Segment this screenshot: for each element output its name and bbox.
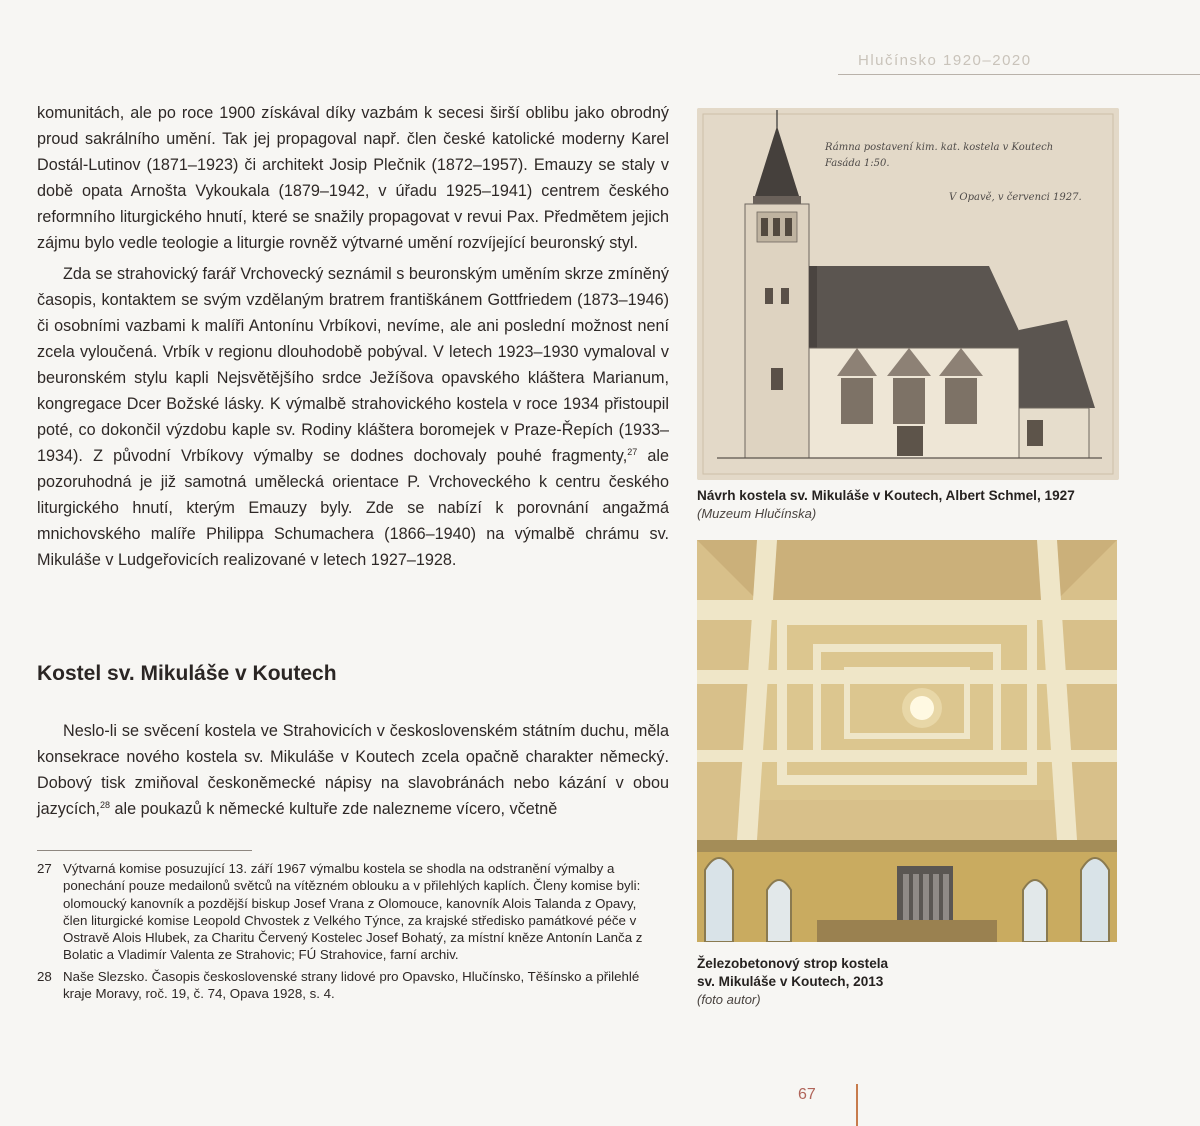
running-header-title: Hlučínsko 1920–2020 bbox=[858, 52, 1032, 69]
footnote-number: 28 bbox=[37, 968, 52, 984]
church-drawing-svg bbox=[697, 108, 1119, 480]
footnotes bbox=[37, 860, 657, 1006]
figure-2-caption-credit: (foto autor) bbox=[697, 992, 761, 1007]
drawing-title-handwriting: Rámna postavení kim. kat. kostela v Koutech bbox=[825, 142, 1054, 153]
footnote-28 bbox=[37, 968, 657, 1003]
footnote-ref-27: 27 bbox=[627, 447, 638, 457]
paragraph-2 bbox=[37, 261, 669, 573]
section-paragraph-part-2: ale poukazů k německé kultuře zde nalezneme vícero, včetně bbox=[110, 800, 558, 818]
section-paragraph-part-1: Neslo-li se svěcení kostela ve Strahovicích v československém státním duchu, měla konsekrace nového kostela sv. Mikuláše v Koutech zcela opačně charakter německý. Dobový tisk zmiňoval českoněmecké nápisy na slavobránách nebo kázání v obou jazycích, bbox=[37, 722, 669, 818]
figure-2-caption bbox=[697, 955, 1157, 1009]
figure-1-caption-credit: (Muzeum Hlučínska) bbox=[697, 506, 817, 521]
header-rule bbox=[838, 74, 1200, 75]
figure-2-caption-title-line2: sv. Mikuláše v Koutech, 2013 bbox=[697, 974, 884, 989]
page-number: 67 bbox=[798, 1086, 816, 1103]
paragraph-2-part-1: Zda se strahovický farář Vrchovecký seznámil s beuronským uměním skrze zmíněný časopis, kontaktem se svým vzdělaným bratrem františkánem Gottfriedem (1873–1946) či osobními vazbami k malíři Antonínu Vrbíkovi, nevíme, ale ani poslední možnost není zcela vyloučená. Vrbík v regionu dlouhodobě pobýval. V letech 1923–1930 vymaloval v beuronském stylu kapli Nejsvětějšího srdce Ježíšova opavského kláštera Marianum, kongregace Dcer Božské lásky. K výmalbě strahovického kostela v roce 1934 přistoupil poté, co dokončil výzdobu kaple sv. Rodiny kláštera boromejek v Praze-Řepích (1933–1934). Z původní Vrbíkovy výmalby se dodnes dochovaly pouhé fragmenty, bbox=[37, 265, 669, 465]
footnote-rule bbox=[37, 850, 252, 851]
footnote-text: Naše Slezsko. Časopis československé strany lidové pro Opavsko, Hlučínsko, Těšínsko a přilehlé kraje Moravy, roč. 19, č. 74, Opava 1928, s. 4. bbox=[63, 968, 640, 1002]
footnote-text: Výtvarná komise posuzující 13. září 1967 výmalbu kostela se shodla na odstranění výmalby a ponechání pouze medailonů světců na vítězném oblouku a v přilehlých kaplích. Členy komise byli: olomoucký kanovník a pozdější biskup Josef Vrana z Olomouce, kanovník Alois Talanda z Opavy, člen liturgické komise Leopold Chvostek z Velkého Týnce, za krajské středisko památkové péče v Ostravě Alois Hlubek, za Charitu Červený Kostelec Josef Bohatý, za místní kněze Antonín Lanča z Bolatic a Vladimír Valenta ze Strahovic; FÚ Strahovice, farní archiv. bbox=[63, 861, 643, 963]
body-text-top bbox=[37, 100, 669, 573]
footnote-27 bbox=[37, 860, 657, 964]
ceiling-photo bbox=[697, 540, 1117, 942]
figure-1-caption-title: Návrh kostela sv. Mikuláše v Koutech, Albert Schmel, 1927 bbox=[697, 488, 1075, 503]
paragraph-1: komunitách, ale po roce 1900 získával díky vazbám k secesi širší oblibu jako obrodný proud sakrálního umění. Tak jej propagoval např. člen české katolické moderny Karel Dostál-Lutinov (1871–1923) či architekt Josip Plečnik (1872–1957). Emauzy se staly v době opata Arnošta Vykoukala (1879–1942, v úřadu 1925–1941) centrem českého reformního liturgického hnutí, které se snažily propagovat v revui Pax. Předmětem jejich zájmu bylo vedle teologie a liturgie rovněž výtvarné umění rozvíjející beuronský styl. bbox=[37, 104, 669, 252]
footnote-number: 27 bbox=[37, 861, 52, 876]
drawing-scale-handwriting: Fasáda 1:50. bbox=[825, 158, 890, 169]
drawing-date-handwriting: V Opavě, v červenci 1927. bbox=[949, 192, 1082, 203]
page-number-mark bbox=[856, 1084, 858, 1126]
section-paragraph bbox=[37, 718, 669, 822]
church-facade-drawing bbox=[697, 108, 1119, 480]
figure-1-caption bbox=[697, 487, 1157, 523]
footnote-ref-28: 28 bbox=[99, 800, 110, 810]
figure-2-caption-title-line1: Železobetonový strop kostela bbox=[697, 956, 889, 971]
ceiling-photo-svg bbox=[697, 540, 1117, 942]
body-text-section bbox=[37, 718, 669, 822]
paragraph-2-part-2: ale pozoruhodná je již samotná umělecká orientace P. Vrchoveckého k centru českého liturgického hnutí, kterým Emauzy byly. Zde se nabízí k porovnání angažmá mnichovského malíře Philippa Schumachera (1866–1940) na výmalbě chrámu sv. Mikuláše v Ludgeřovicích realizované v letech 1927–1928. bbox=[37, 447, 669, 569]
section-heading: Kostel sv. Mikuláše v Koutech bbox=[37, 662, 337, 685]
